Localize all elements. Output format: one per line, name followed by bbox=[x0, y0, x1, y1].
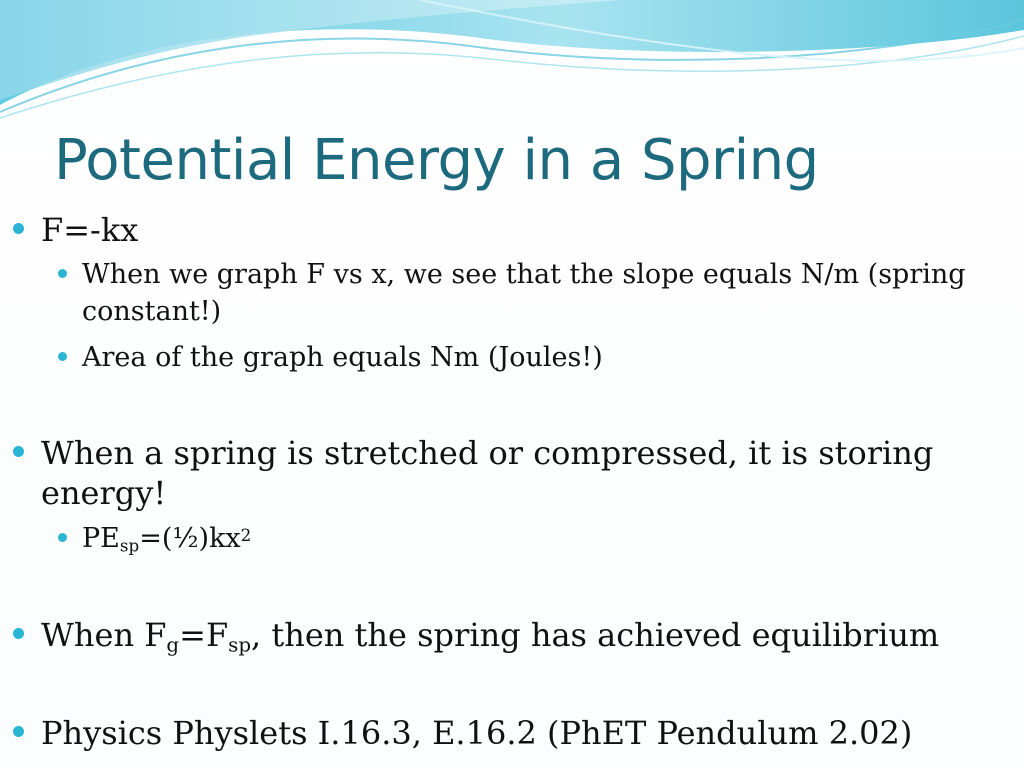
bullet-text: Physics Physlets I.16.3, E.16.2 (PhET Pendulum 2.02) bbox=[41, 714, 913, 752]
equilibrium-text-pre: When F bbox=[41, 616, 167, 654]
bullet-dot-icon bbox=[58, 533, 67, 542]
bullet-dot-icon bbox=[13, 446, 24, 457]
bullet-text: When we graph F vs x, we see that the slope equals N/m (spring constant!) bbox=[82, 259, 966, 327]
bullet-text: When a spring is stretched or compressed, it is storing energy! bbox=[41, 434, 934, 512]
slide-title: Potential Energy in a Spring bbox=[54, 128, 819, 193]
formula-rhs: =(½)kx bbox=[139, 523, 241, 554]
equilibrium-text-mid: =F bbox=[179, 616, 229, 654]
formula-exponent: 2 bbox=[240, 525, 252, 546]
bullet-physlets-reference bbox=[41, 713, 1001, 753]
equilibrium-text-post: , then the spring has achieved equilibrium bbox=[251, 616, 940, 654]
sub-bullet-slope bbox=[82, 256, 1017, 330]
subscript-sp: sp bbox=[228, 633, 252, 657]
bullet-dot-icon bbox=[13, 726, 24, 737]
sub-bullet-pe-formula bbox=[82, 520, 1017, 557]
bullet-dot-icon bbox=[13, 628, 24, 639]
bullet-equilibrium bbox=[41, 615, 1001, 655]
subscript-g: g bbox=[166, 633, 180, 657]
bullet-storing-energy bbox=[41, 433, 1001, 513]
bullet-text: Area of the graph equals Nm (Joules!) bbox=[82, 342, 603, 373]
bullet-dot-icon bbox=[58, 269, 67, 278]
bullet-force-equation bbox=[41, 210, 1001, 250]
bullet-text: F=-kx bbox=[41, 211, 139, 249]
bullet-dot-icon bbox=[58, 352, 67, 361]
formula-pe: PE bbox=[82, 523, 120, 554]
sub-bullet-area bbox=[82, 339, 1017, 376]
bullet-dot-icon bbox=[13, 223, 24, 234]
formula-pe-subscript: sp bbox=[119, 535, 140, 556]
header-wave-decoration bbox=[0, 0, 1024, 130]
